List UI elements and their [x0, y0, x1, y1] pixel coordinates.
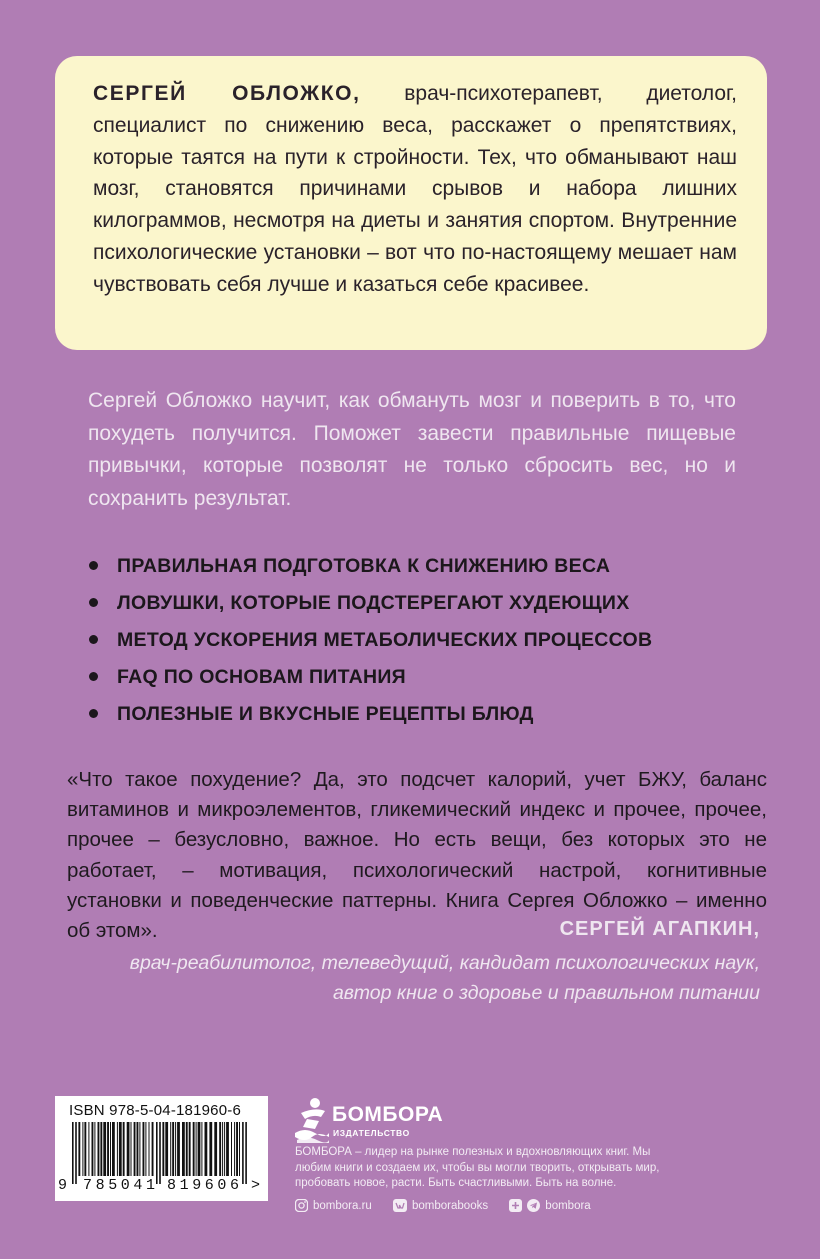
barcode-bar [186, 1122, 188, 1176]
social-link[interactable] [295, 1199, 372, 1212]
barcode-bar [170, 1122, 171, 1176]
barcode-bar [149, 1122, 150, 1176]
barcode-bar [88, 1122, 89, 1176]
feature-label: ЛОВУШКИ, КОТОРЫЕ ПОДСТЕРЕГАЮТ ХУДЕЮЩИХ [117, 592, 630, 614]
barcode-digits-left: 785041 [83, 1177, 159, 1194]
isbn-number: ISBN 978-5-04-181960-6 [69, 1102, 242, 1119]
social-links [295, 1199, 609, 1215]
barcode-bar [222, 1122, 223, 1176]
barcode-bar [82, 1122, 83, 1176]
barcode-bar [131, 1122, 132, 1176]
bullet-icon [89, 561, 98, 570]
barcode-bar [226, 1122, 229, 1176]
quote-author: СЕРГЕЙ АГАПКИН, [559, 918, 760, 940]
barcode-bar [75, 1122, 77, 1184]
barcode-bar [224, 1122, 225, 1176]
barcode-bar [134, 1122, 136, 1176]
barcode-bar [139, 1122, 140, 1176]
barcode-bar [242, 1122, 244, 1184]
quote-role-line: автор книг о здоровье и правильном питании [332, 982, 760, 1004]
telegram-icon [527, 1199, 540, 1212]
barcode-bar [219, 1122, 221, 1176]
barcode-bar [175, 1122, 176, 1176]
barcode-bar [196, 1122, 197, 1176]
barcode-bar [205, 1122, 208, 1176]
barcode-bar [156, 1122, 158, 1184]
plus-icon [509, 1199, 522, 1212]
feature-item [86, 585, 652, 622]
bullet-icon [89, 635, 98, 644]
feature-list [86, 548, 652, 733]
barcode-bar [92, 1122, 94, 1176]
barcode-quiet-mark: > [251, 1177, 261, 1194]
barcode-bar [236, 1122, 238, 1176]
publisher-tagline: БОМБОРА – лидер на рынке полезных и вдохновляющих книг. Мы любим книги и создаем их, чтобы вы могли творить, открывать мир, пробовать новое, расти. Быть счастливыми. Быть на волне. [295, 1146, 660, 1189]
barcode-digit-lead: 9 [58, 1177, 68, 1194]
author-name: СЕРГЕЙ ОБЛОЖКО, [93, 82, 361, 105]
barcode-bar [94, 1122, 95, 1176]
author-blurb-text: врач-психотерапевт, диетолог, специалист по снижению веса, расскажет о препятствиях, которые таятся на пути к стройности. Тех, что обманывают наш мозг, становятся причинами срывов и набора лишних килограммов, несмотря на диеты и занятия спортом. Внутренние психологические установки – вот что по-настоящему мешает нам чувствовать себя лучше и казаться себе красивее. [93, 82, 737, 296]
barcode-bar [78, 1122, 80, 1176]
barcode-bar [100, 1122, 102, 1176]
feature-label: ПОЛЕЗНЫЕ И ВКУСНЫЕ РЕЦЕПТЫ БЛЮД [117, 703, 534, 725]
barcode-bar [137, 1122, 139, 1176]
feature-item [86, 696, 652, 733]
feature-label: МЕТОД УСКОРЕНИЯ МЕТАБОЛИЧЕСКИХ ПРОЦЕССОВ [117, 629, 653, 651]
feature-item [86, 622, 652, 659]
feature-label: ПРАВИЛЬНАЯ ПОДГОТОВКА К СНИЖЕНИЮ ВЕСА [117, 555, 611, 577]
feature-item [86, 659, 652, 696]
barcode-bar [84, 1122, 86, 1176]
instagram-icon [295, 1199, 308, 1212]
feature-item [86, 548, 652, 585]
barcode-bar [189, 1122, 191, 1176]
publisher-subtitle: ИЗДАТЕЛЬСТВО [333, 1128, 410, 1138]
social-label: bombora [545, 1199, 591, 1212]
barcode-bar [177, 1122, 180, 1176]
author-info-card [55, 56, 767, 350]
bullet-icon [89, 672, 98, 681]
barcode-bar [98, 1122, 100, 1176]
barcode-bar [117, 1122, 118, 1176]
quote-author-role [40, 948, 760, 1008]
barcode-bar [143, 1122, 145, 1176]
publisher-name: БОМБОРА [332, 1103, 444, 1126]
barcode-bar [110, 1122, 111, 1176]
barcode-bar [103, 1122, 106, 1176]
barcode-bar [165, 1122, 168, 1176]
intro-paragraph: Сергей Обложко научит, как обмануть мозг и поверить в то, что похудеть получится. Поможет завести правильные пищевые привычки, которые позволят не только сбросить вес, но и сохранить результат. [88, 389, 736, 510]
barcode-bar [107, 1122, 109, 1176]
barcode-bar [112, 1122, 115, 1176]
bullet-icon [89, 598, 98, 607]
social-link[interactable] [509, 1199, 590, 1212]
barcode-bar [234, 1122, 235, 1176]
bullet-icon [89, 709, 98, 718]
barcode-bar [119, 1122, 122, 1176]
barcode-bar [145, 1122, 146, 1176]
barcode-bar [152, 1122, 154, 1176]
isbn-barcode [55, 1096, 268, 1201]
barcode-bar [239, 1122, 240, 1176]
barcode-bar [193, 1122, 195, 1176]
social-label: bomborabooks [412, 1199, 489, 1212]
barcode-bar [172, 1122, 174, 1176]
barcode-bar [182, 1122, 185, 1176]
barcode-bar [231, 1122, 232, 1176]
barcode-bar [123, 1122, 125, 1176]
social-label: bombora.ru [313, 1199, 372, 1212]
barcode-bar [201, 1122, 202, 1176]
barcode-bar [72, 1122, 74, 1184]
barcode-bar [127, 1122, 130, 1176]
barcode-bar [159, 1122, 161, 1184]
barcode-bar [214, 1122, 217, 1176]
barcode-bar [198, 1122, 201, 1176]
vk-icon [393, 1199, 407, 1212]
publisher-logo [295, 1097, 445, 1147]
bombora-logo-icon [295, 1097, 329, 1143]
social-link[interactable] [393, 1199, 488, 1212]
feature-label: FAQ ПО ОСНОВАМ ПИТАНИЯ [117, 666, 406, 688]
barcode-bar [162, 1122, 164, 1176]
barcode-digits-right: 819606 [167, 1177, 243, 1194]
barcode-bar [245, 1122, 247, 1184]
quote-role-line: врач-реабилитолог, телеведущий, кандидат психологических наук, [129, 952, 760, 974]
barcode-bar [209, 1122, 212, 1176]
barcode-digits [55, 1177, 268, 1199]
author-blurb [93, 78, 737, 301]
review-quote: «Что такое похудение? Да, это подсчет калорий, учет БЖУ, баланс витаминов и микроэлементов, гликемический индекс и прочее, прочее, прочее – безусловно, важное. Но есть вещи, без которых это не работает, – мотивация, психологический настрой, когнитивные установки и поведенческие паттерны. Книга Сергея Обложко – именно об этом». [67, 768, 767, 943]
